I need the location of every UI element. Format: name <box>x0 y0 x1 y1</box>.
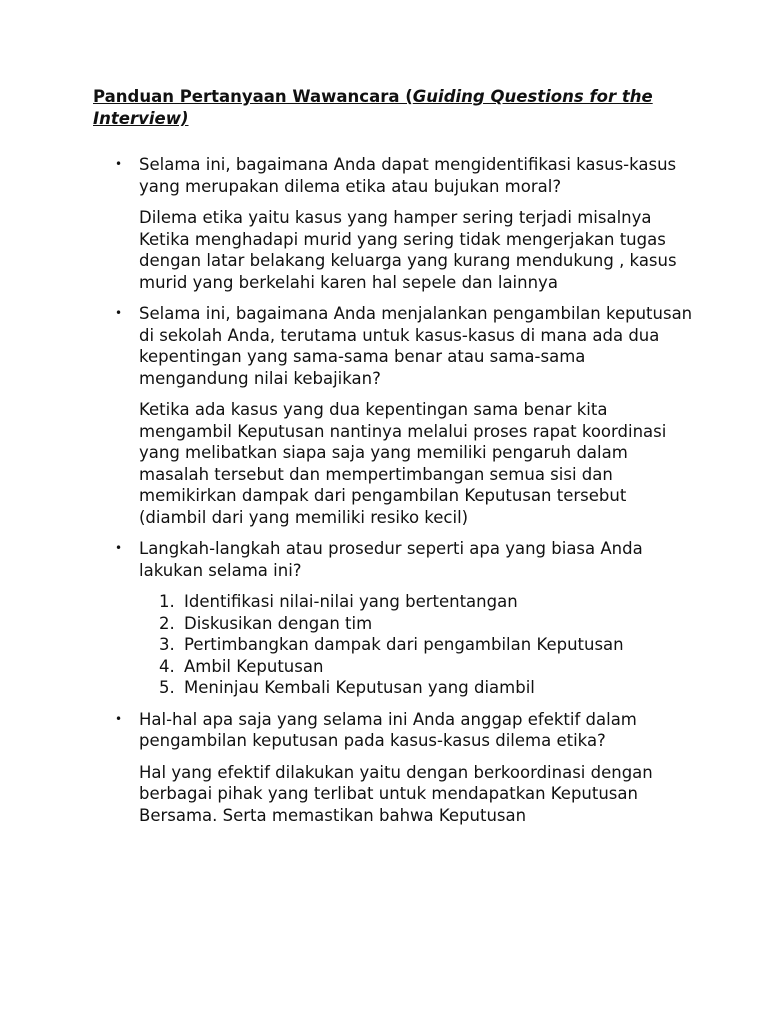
step-text: Meninjau Kembali Keputusan yang diambil <box>184 678 535 697</box>
step-number: 4. <box>159 656 175 676</box>
step-text: Pertimbangkan dampak dari pengambilan Keputusan <box>184 635 624 654</box>
list-item <box>159 591 693 613</box>
question-1 <box>93 154 693 197</box>
title-plain: Panduan Pertanyaan Wawancara ( <box>93 87 413 106</box>
list-item <box>159 677 693 699</box>
question-3-text: Langkah-langkah atau prosedur seperti apa yang biasa Anda lakukan selama ini? <box>139 539 643 580</box>
bullet-icon: • <box>115 157 123 171</box>
step-text: Ambil Keputusan <box>184 656 324 676</box>
answer-4: Hal yang efektif dilakukan yaitu dengan berkoordinasi dengan berbagai pihak yang terlibat untuk mendapatkan Keputusan Bersama. Serta memastikan bahwa Keputusan <box>139 762 653 825</box>
step-text: Identifikasi nilai-nilai yang bertentangan <box>184 592 518 611</box>
step-number: 5. <box>159 678 175 697</box>
question-2 <box>93 303 693 389</box>
list-item <box>159 613 693 635</box>
list-item <box>159 656 693 678</box>
list-item <box>159 634 693 656</box>
question-2-text: Selama ini, bagaimana Anda menjalankan pengambilan keputusan di sekolah Anda, terutama untuk kasus-kasus di mana ada dua kepentingan yang sama-sama benar atau sama-sama mengandung nilai kebajikan? <box>139 304 693 388</box>
document-content <box>93 154 693 836</box>
answer-1: Dilema etika yaitu kasus yang hamper sering terjadi misalnya Ketika menghadapi murid yang sering tidak mengerjakan tugas dengan latar belakang keluarga yang kurang mendukung , kasus murid yang berkelahi karen hal sepele dan lainnya <box>139 208 677 292</box>
bullet-icon: • <box>115 711 123 726</box>
question-3 <box>93 538 693 581</box>
document-title <box>93 86 693 130</box>
step-number: 1. <box>159 592 175 611</box>
answer-2: Ketika ada kasus yang dua kepentingan sama benar kita mengambil Keputusan nantinya melalui proses rapat koordinasi yang melibatkan siapa saja yang memiliki pengaruh dalam masalah tersebut dan mempertimbangan semua sisi dan memikirkan dampak dari pengambilan Keputusan tersebut (diambil dari yang memiliki resiko kecil) <box>139 400 667 527</box>
title-italic: Guiding Questions for the Interview) <box>93 87 653 128</box>
bullet-icon: • <box>115 541 123 555</box>
step-text: Diskusikan dengan tim <box>184 613 373 633</box>
question-4 <box>93 709 693 752</box>
steps-list <box>93 591 693 699</box>
question-1-text: Selama ini, bagaimana Anda dapat mengidentifikasi kasus-kasus yang merupakan dilema etika atau bujukan moral? <box>139 155 677 196</box>
question-4-text: Hal-hal apa saja yang selama ini Anda anggap efektif dalam pengambilan keputusan pada kasus-kasus dilema etika? <box>139 709 637 750</box>
step-number: 2. <box>159 613 175 633</box>
step-number: 3. <box>159 635 175 654</box>
bullet-icon: • <box>115 306 123 320</box>
